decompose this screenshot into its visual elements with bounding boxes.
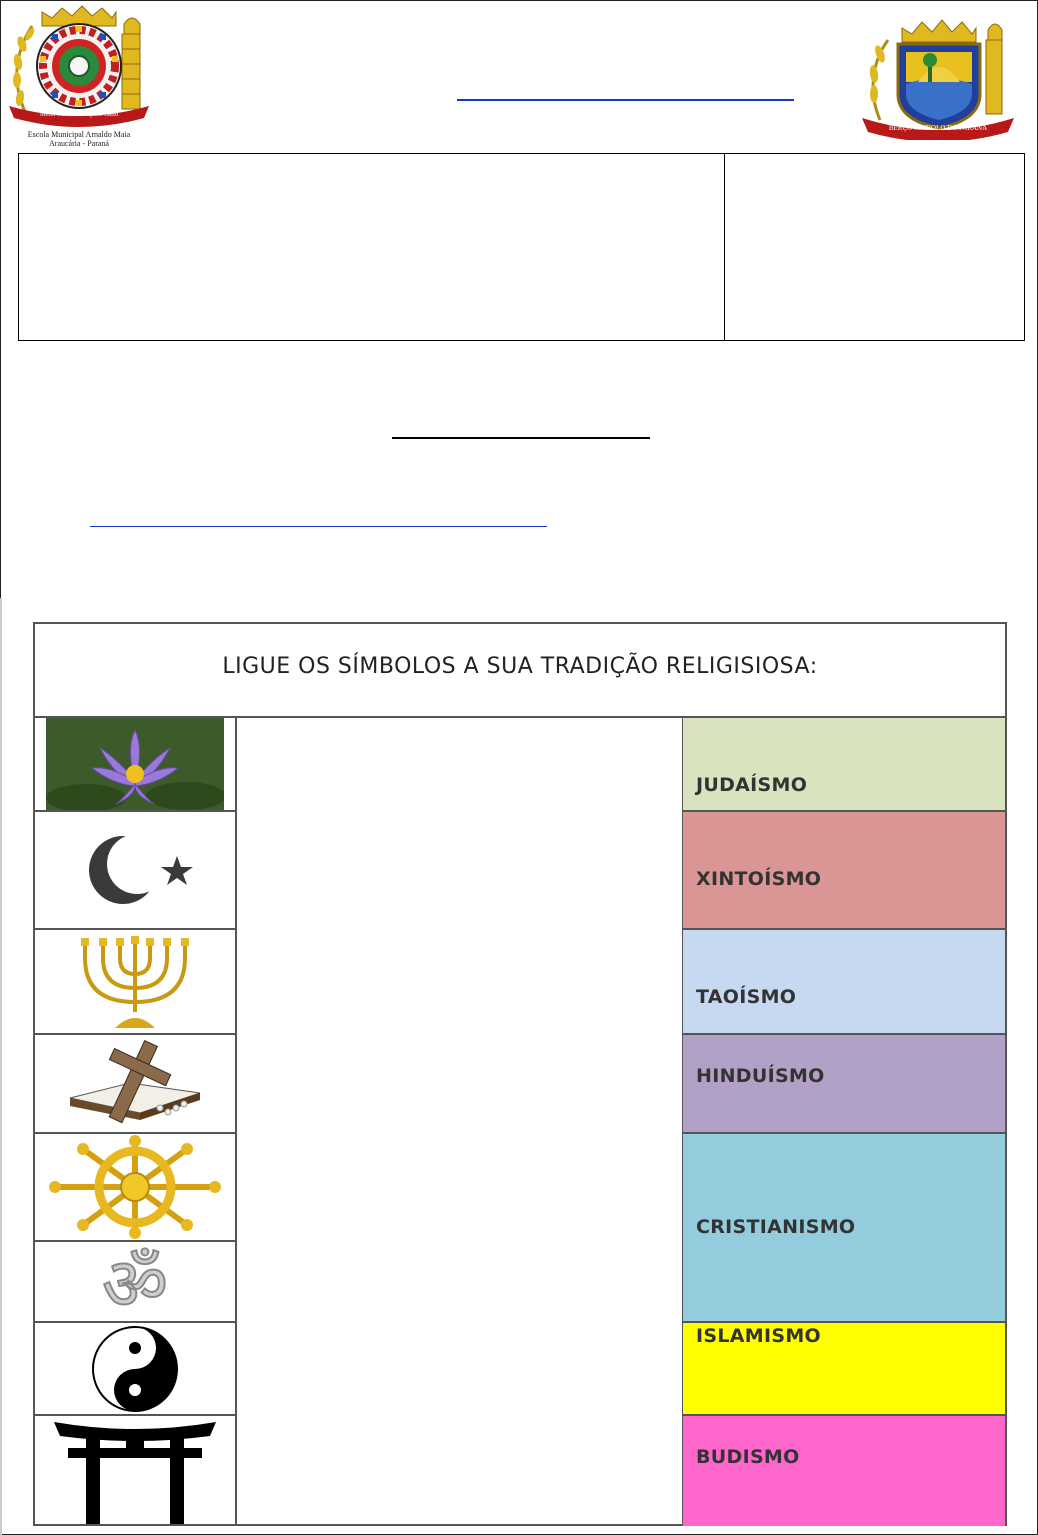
school-name: Escola Municipal Arnaldo Maia (27, 130, 131, 139)
symbol-yin-yang (35, 1323, 235, 1416)
symbol-om (35, 1242, 235, 1323)
symbol-cross-bible (35, 1035, 235, 1134)
city-motto: BERÇO SIMBOLO DO PARANÁ (888, 124, 988, 132)
title-underline (392, 437, 650, 439)
crescent-star-icon (65, 820, 205, 920)
cross-bible-icon (60, 1038, 210, 1130)
yin-yang-icon (65, 1324, 205, 1414)
menorah-icon (65, 932, 205, 1032)
religion-label-budismo: BUDISMO (696, 1446, 800, 1468)
symbol-menorah (35, 930, 235, 1035)
religion-label-islamismo: ISLAMISMO (696, 1325, 821, 1347)
religion-judaismo (683, 718, 1005, 812)
religion-islamismo (683, 1323, 1005, 1416)
worksheet-title: LIGUE OS SÍMBOLOS A SUA TRADIÇÃO RELIGISIOSA: (222, 654, 818, 679)
religion-xintoismo (683, 812, 1005, 930)
religion-label-taoismo: TAOÍSMO (696, 986, 797, 1008)
religion-hinduismo (683, 1035, 1005, 1134)
symbol-torii (35, 1416, 235, 1526)
city-logo (858, 12, 1018, 140)
school-logo-caption (20, 130, 138, 148)
lotus-flower-icon (46, 718, 224, 810)
religion-cristianismo (683, 1134, 1005, 1323)
header-box-divider (724, 154, 725, 340)
svg-text:ॐ: ॐ (102, 1242, 168, 1321)
religion-label-hinduismo: HINDUÍSMO (696, 1065, 825, 1087)
religion-label-judaismo: JUDAÍSMO (696, 774, 808, 796)
symbol-lotus (35, 718, 235, 812)
torii-gate-icon (50, 1418, 220, 1524)
link-underline-mid (90, 526, 547, 527)
school-location: Araucária - Paraná (49, 139, 109, 148)
header-info-box (18, 153, 1025, 341)
om-icon (65, 1243, 205, 1321)
symbol-column-divider (235, 718, 237, 1526)
symbol-crescent-star (35, 812, 235, 930)
symbol-dharma-wheel (35, 1134, 235, 1242)
link-underline (457, 99, 794, 101)
worksheet-edge (0, 598, 2, 1535)
worksheet-header (33, 622, 1007, 718)
religion-label-xintoismo: XINTOÍSMO (696, 868, 822, 890)
school-motto: Mens Sana in Corpore Sano (39, 110, 119, 118)
religion-taoismo (683, 930, 1005, 1035)
religion-label-cristianismo: CRISTIANISMO (696, 1216, 856, 1238)
religion-budismo (683, 1416, 1005, 1526)
dharma-wheel-icon (45, 1135, 225, 1239)
